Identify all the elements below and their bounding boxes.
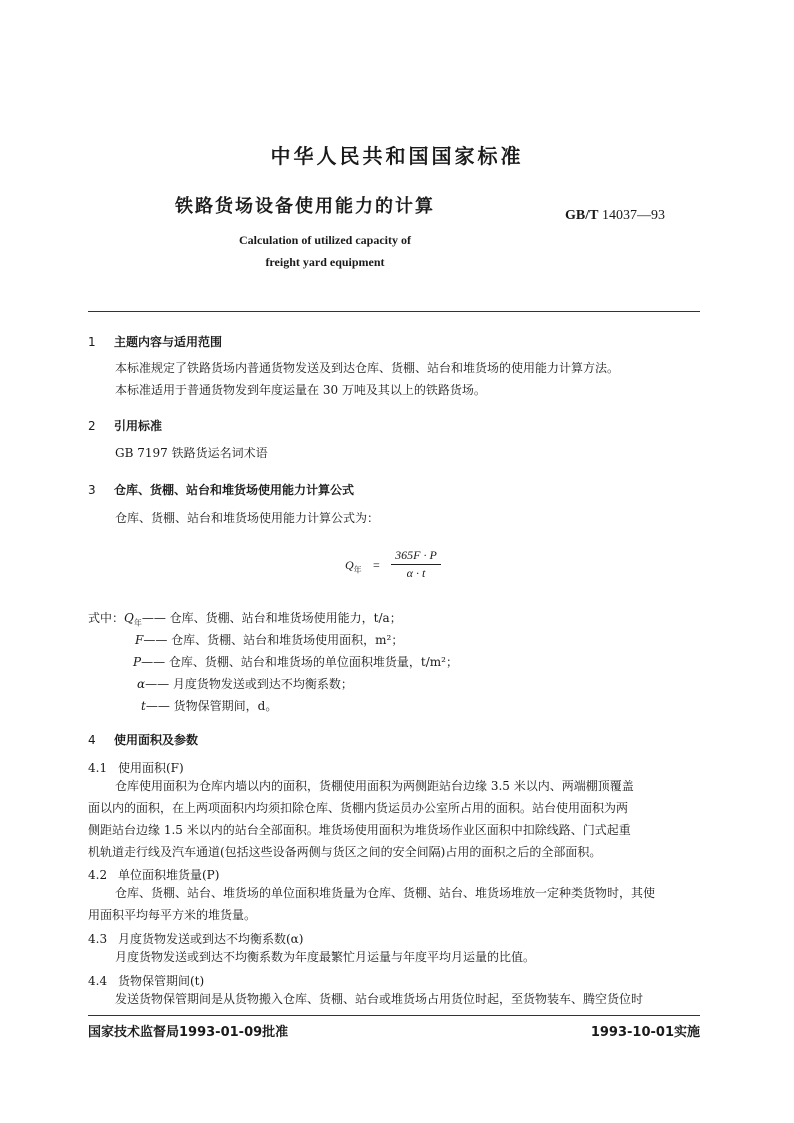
subsection-4-1-line-2: 面以内的面积，在上两项面积内均须扣除仓库、货棚内货运员办公室所占用的面积。站台使用面积为两 xyxy=(88,801,629,815)
section-3-heading xyxy=(88,481,354,498)
standard-code-number: 14037—93 xyxy=(601,208,665,223)
section-number: 1 xyxy=(88,335,96,349)
section-1-heading xyxy=(88,333,222,350)
subsection-4-3-line-1: 月度货物发送或到达不均衡系数为年度最繁忙月运量与年度平均月运量的比值。 xyxy=(115,950,536,964)
section-1-paragraph-1: 本标准规定了铁路货场内普通货物发送及到达仓库、货棚、站台和堆货场的使用能力计算方法。 xyxy=(115,361,620,375)
formula-lhs: $Q_年$ xyxy=(345,558,362,575)
section-number: 4 xyxy=(88,733,96,747)
variable-definition-f: F—— 仓库、货棚、站台和堆货场使用面积，m²； xyxy=(135,633,404,647)
subsection-4-3-heading: 4.3 月度货物发送或到达不均衡系数(α) xyxy=(88,932,304,946)
document-title-en-line1: Calculation of utilized capacity of xyxy=(239,233,411,247)
variable-definition-alpha: α—— 月度货物发送或到达不均衡系数； xyxy=(137,677,353,691)
formula-numerator: 365F · P xyxy=(391,548,441,565)
section-title: 引用标准 xyxy=(114,419,163,433)
approval-date: 国家技术监督局1993-01-09批准 xyxy=(88,1025,289,1040)
implementation-date: 1993-10-01实施 xyxy=(590,1025,700,1040)
subsection-4-1-line-3: 侧距站台边缘 1.5 米以内的站台全部面积。堆货场使用面积为堆货场作业区面积中扣除线路、门式起重 xyxy=(88,823,631,837)
subsection-4-2-line-2: 用面积平均每平方米的堆货量。 xyxy=(88,908,257,922)
subsection-4-2-heading: 4.2 单位面积堆货量(P) xyxy=(88,868,220,882)
standard-code-prefix: GB/T xyxy=(565,208,599,223)
referenced-standard: GB 7197 铁路货运名词术语 xyxy=(115,446,268,460)
document-title-cn: 铁路货场设备使用能力的计算 xyxy=(175,196,435,217)
formula-fraction xyxy=(391,548,441,581)
formula-intro: 仓库、货棚、站台和堆货场使用能力计算公式为： xyxy=(115,511,380,525)
standard-code xyxy=(565,208,665,224)
subsection-4-1-line-4: 机轨道走行线及汽车通道(包括这些设备两侧与货区之间的安全间隔)占用的面积之后的全部面积。 xyxy=(88,845,602,859)
subsection-4-1-line-1: 仓库使用面积为仓库内墙以内的面积，货棚使用面积为两侧距站台边缘 3.5 米以内、两端棚顶覆盖 xyxy=(115,779,634,793)
subsection-4-2-line-1: 仓库、货棚、站台、堆货场的单位面积堆货量为仓库、货棚、站台、堆货场堆放一定种类货物时，其使 xyxy=(115,886,656,900)
formula-equals: = xyxy=(373,558,380,572)
national-standard-heading: 中华人民共和国国家标准 xyxy=(270,144,524,168)
subsection-4-4-line-1: 发送货物保管期间是从货物搬入仓库、货棚、站台或堆货场占用货位时起，至货物装车、腾空货位时 xyxy=(115,992,644,1006)
variable-definition-p: P—— 仓库、货棚、站台和堆货场的单位面积堆货量，t/m²； xyxy=(133,655,458,669)
section-2-heading xyxy=(88,417,162,434)
section-1-paragraph-2: 本标准适用于普通货物发到年度运量在 30 万吨及其以上的铁路货场。 xyxy=(115,383,486,397)
header-divider xyxy=(88,311,700,312)
section-title: 仓库、货棚、站台和堆货场使用能力计算公式 xyxy=(114,483,355,497)
section-title: 主题内容与适用范围 xyxy=(114,335,223,349)
variable-definition-q: 式中：$Q_年——$ 仓库、货棚、站台和堆货场使用能力，t/a； xyxy=(88,611,402,628)
section-title: 使用面积及参数 xyxy=(114,733,199,747)
footer-divider xyxy=(88,1015,700,1016)
section-number: 3 xyxy=(88,483,96,497)
subsection-4-4-heading: 4.4 货物保管期间(t) xyxy=(88,974,205,988)
section-number: 2 xyxy=(88,419,96,433)
variable-definition-t: t—— 货物保管期间，d。 xyxy=(141,699,278,713)
subsection-4-1-heading: 4.1 使用面积(F) xyxy=(88,761,184,775)
section-4-heading xyxy=(88,731,198,748)
formula-denominator: α · t xyxy=(406,566,426,580)
document-title-en-line2: freight yard equipment xyxy=(265,255,385,269)
